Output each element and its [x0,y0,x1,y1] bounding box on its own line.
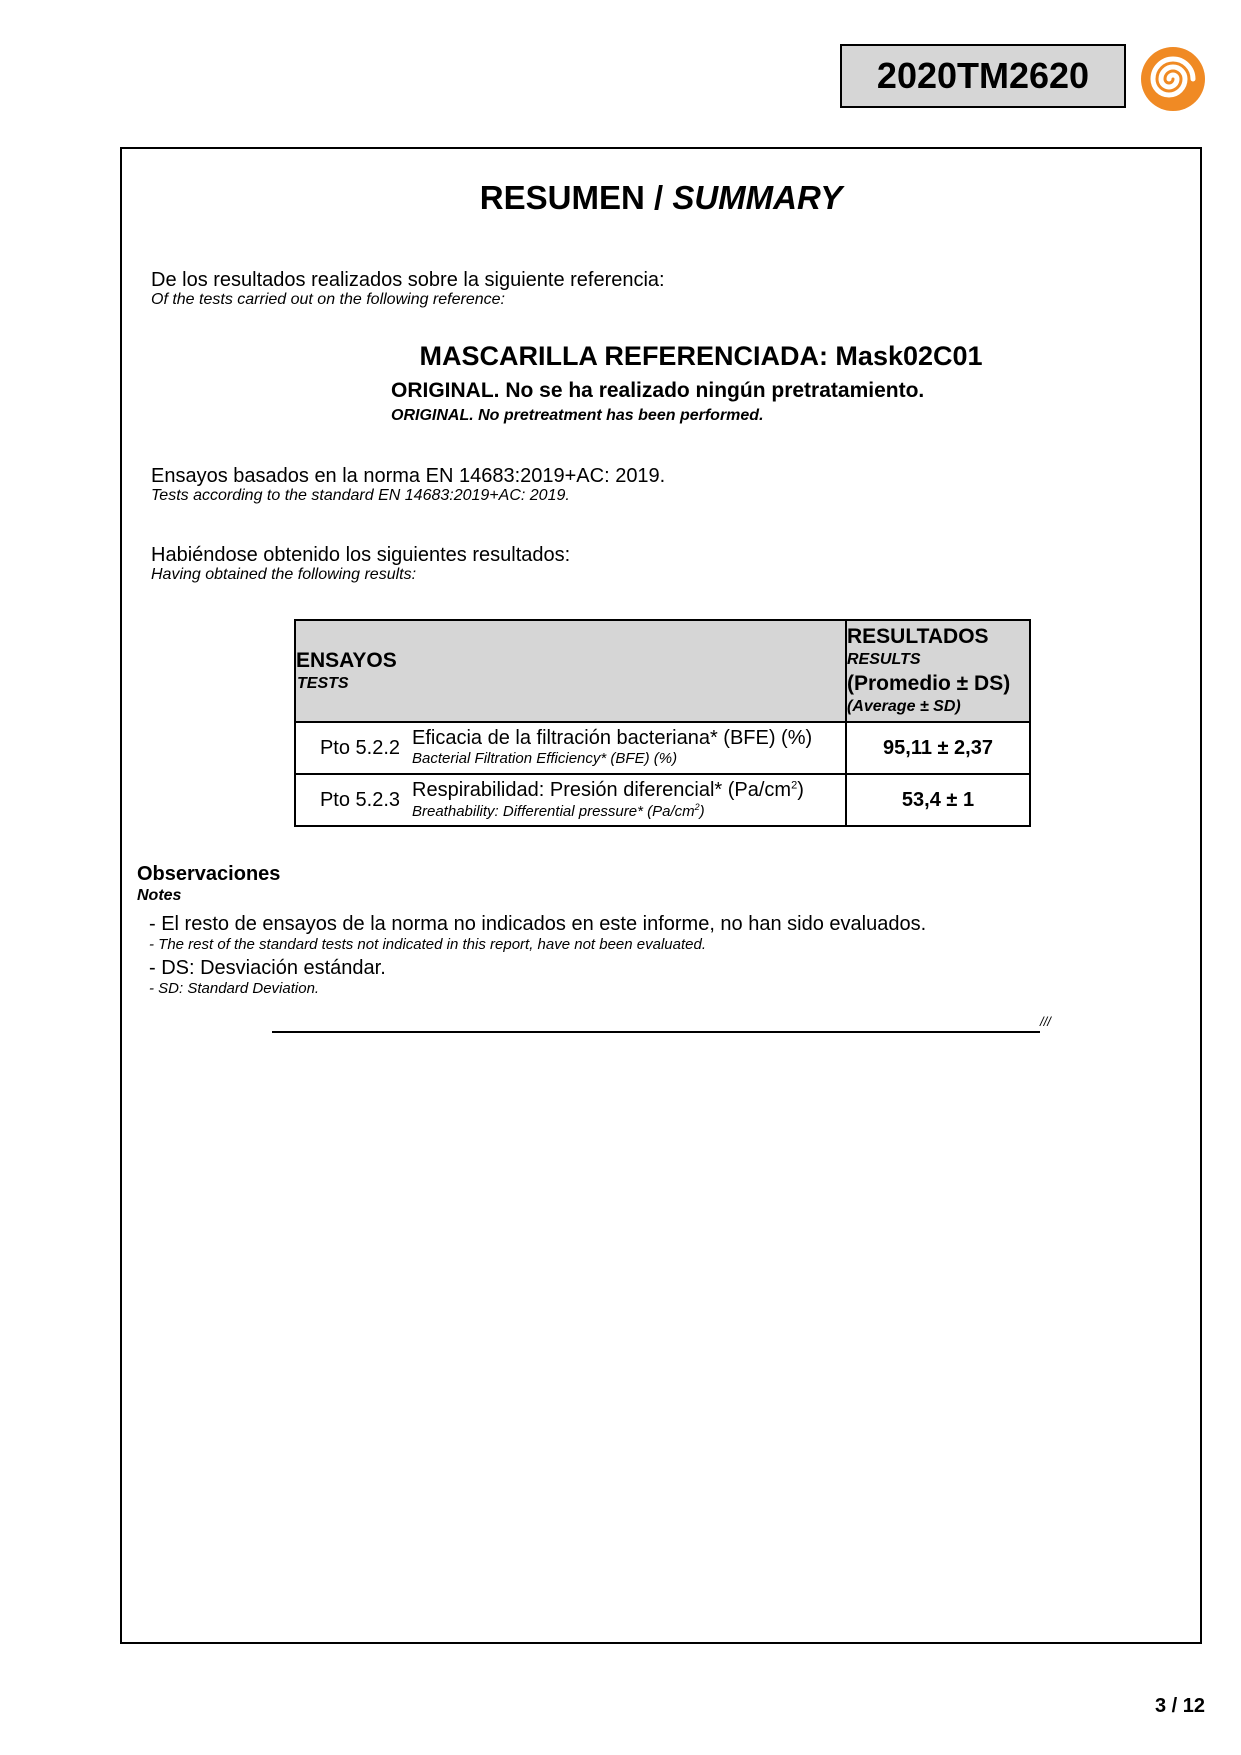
test-name-en: Bacterial Filtration Efficiency* (BFE) (%) [412,750,678,768]
report-id-box [840,44,1126,108]
result-value: 53,4 ± 1 [846,774,1030,826]
results-table [294,619,1031,827]
test-cell [295,722,846,774]
note-en: - SD: Standard Deviation. [149,980,320,997]
tests-header-en: TESTS [297,675,349,693]
test-point: Pto 5.2.3 [319,788,400,811]
page-number: 3 / 12 [1154,1695,1205,1717]
test-name-es: Eficacia de la filtración bacteriana* (BFE) (%) [412,727,813,750]
test-name-es: Respirabilidad: Presión diferencial* $(Pa/cm^2)$ [412,778,804,801]
test-cell [295,774,846,826]
standard-block [151,465,665,505]
results-intro-block [151,544,570,584]
results-intro-es: Habiéndose obtenido los siguientes resultados: [151,544,571,566]
intro-en: Of the tests carried out on the following reference: [151,291,505,308]
standard-es: Ensayos basados en la norma EN 14683:2019+AC: 2019. [151,465,666,487]
note-item [149,913,926,954]
note-es: - DS: Desviación estándar. [149,957,386,979]
table-row [295,722,1030,774]
end-rule [272,1031,1040,1033]
notes-title-es: Observaciones [137,863,281,885]
standard-en: Tests according to the standard EN 14683:2019+AC: 2019. [151,487,570,504]
tests-header-es: ENSAYOS [296,648,397,672]
test-point: Pto 5.2.2 [319,736,400,759]
notes-title-en: Notes [137,887,182,904]
results-intro-en: Having obtained the following results: [151,566,417,583]
reference-title: MASCARILLA REFERENCIADA: Mask02C01 [419,341,983,371]
results-header-en: RESULTS [847,651,921,669]
test-name-en: Breathability: Differential pressure* $(Pa/cm^2)$ [412,801,705,820]
title-es: RESUMEN / [479,179,664,216]
title-en: SUMMARY [672,179,843,216]
end-mark: /// [1040,1014,1051,1029]
page-title [122,179,1200,217]
orange-spiral-logo-icon [1140,46,1206,112]
reference-sub-en: ORIGINAL. No pretreatment has been performed. [391,407,764,424]
intro-es: De los resultados realizados sobre la siguiente referencia: [151,269,665,291]
average-header-en: (Average ± SD) [847,698,961,716]
table-header-row [295,620,1030,722]
results-header-es: RESULTADOS [847,624,989,648]
note-en: - The rest of the standard tests not indicated in this report, have not been evaluated. [149,936,707,953]
results-header [846,620,1030,722]
summary-frame [120,147,1202,1644]
note-item [149,957,386,998]
result-value: 95,11 ± 2,37 [846,722,1030,774]
average-header-es: (Promedio ± DS) [847,672,1011,695]
intro-block [151,269,665,309]
report-id: 2020TM2620 [876,55,1090,96]
note-es: - El resto de ensayos de la norma no indicados en este informe, no han sido evaluados. [149,913,927,935]
reference-sub-es: ORIGINAL. No se ha realizado ningún pretratamiento. [391,379,925,402]
tests-header [295,620,846,722]
table-row [295,774,1030,826]
